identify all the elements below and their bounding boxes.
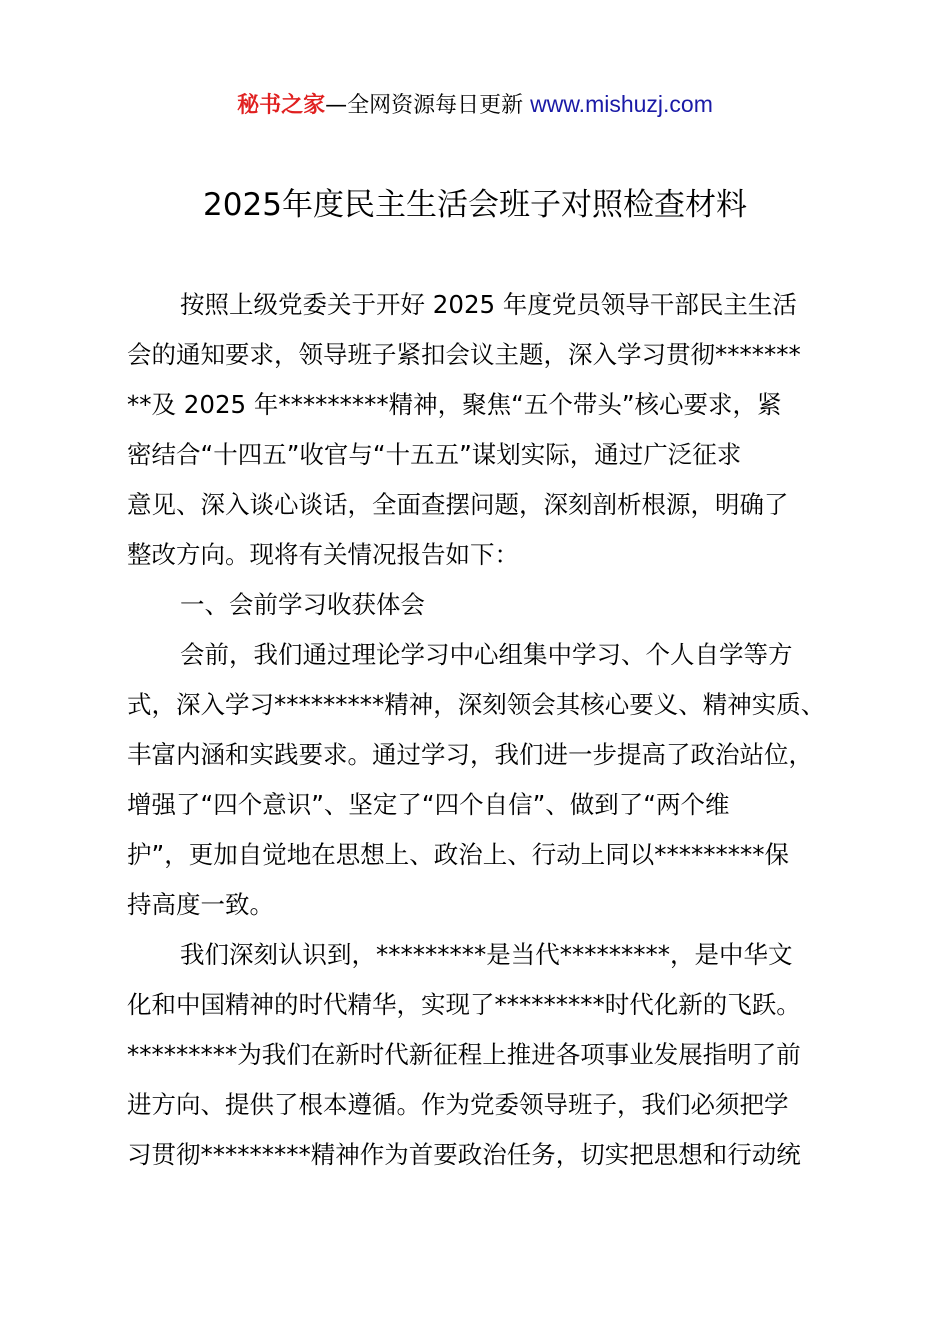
text-line: **及 2025 年*********精神，聚焦“五个带头”核心要求，紧 (127, 390, 782, 419)
document-title: 2025年度民主生活会班子对照检查材料 (203, 187, 747, 223)
text-line: 密结合“十四五”收官与“十五五”谋划实际，通过广泛征求 (127, 440, 742, 469)
text-line: 意见、深入谈心谈话，全面查摆问题，深刻剖析根源，明确了 (127, 490, 789, 519)
text-line: 进方向、提供了根本遵循。作为党委领导班子，我们必须把学 (127, 1090, 789, 1119)
text-line: 按照上级党委关于开好 2025 年度党员领导干部民主生活 (180, 290, 797, 319)
text-line: 会的通知要求，领导班子紧扣会议主题，深入学习贯彻******* (127, 340, 801, 369)
text-line: 式，深入学习*********精神，深刻领会其核心要义、精神实质、 (127, 690, 826, 719)
text-line: *********为我们在新时代新征程上推进各项事业发展指明了前 (127, 1040, 801, 1069)
text-line: 护”，更加自觉地在思想上、政治上、行动上同以*********保 (127, 840, 789, 869)
site-header (0, 88, 950, 122)
text-line: 习贯彻*********精神作为首要政治任务，切实把思想和行动统 (127, 1140, 801, 1169)
text-line: 丰富内涵和实践要求。通过学习，我们进一步提高了政治站位， (127, 740, 813, 769)
text-line: 我们深刻认识到，*********是当代*********，是中华文 (180, 940, 793, 969)
text-line: 会前，我们通过理论学习中心组集中学习、个人自学等方 (180, 640, 793, 669)
site-brand: 秘书之家 (237, 93, 326, 118)
text-line: 增强了“四个意识”、坚定了“四个自信”、做到了“两个维 (127, 790, 730, 819)
text-line: 整改方向。现将有关情况报告如下： (127, 540, 519, 569)
site-url-link[interactable]: www.mishuzj.com (530, 91, 713, 117)
text-line: 一、会前学习收获体会 (180, 590, 425, 619)
site-tagline: —全网资源每日更新 (325, 93, 531, 118)
text-line: 化和中国精神的时代精华，实现了*********时代化新的飞跃。 (127, 990, 801, 1019)
text-line: 持高度一致。 (127, 890, 274, 919)
document-body (127, 280, 837, 1180)
